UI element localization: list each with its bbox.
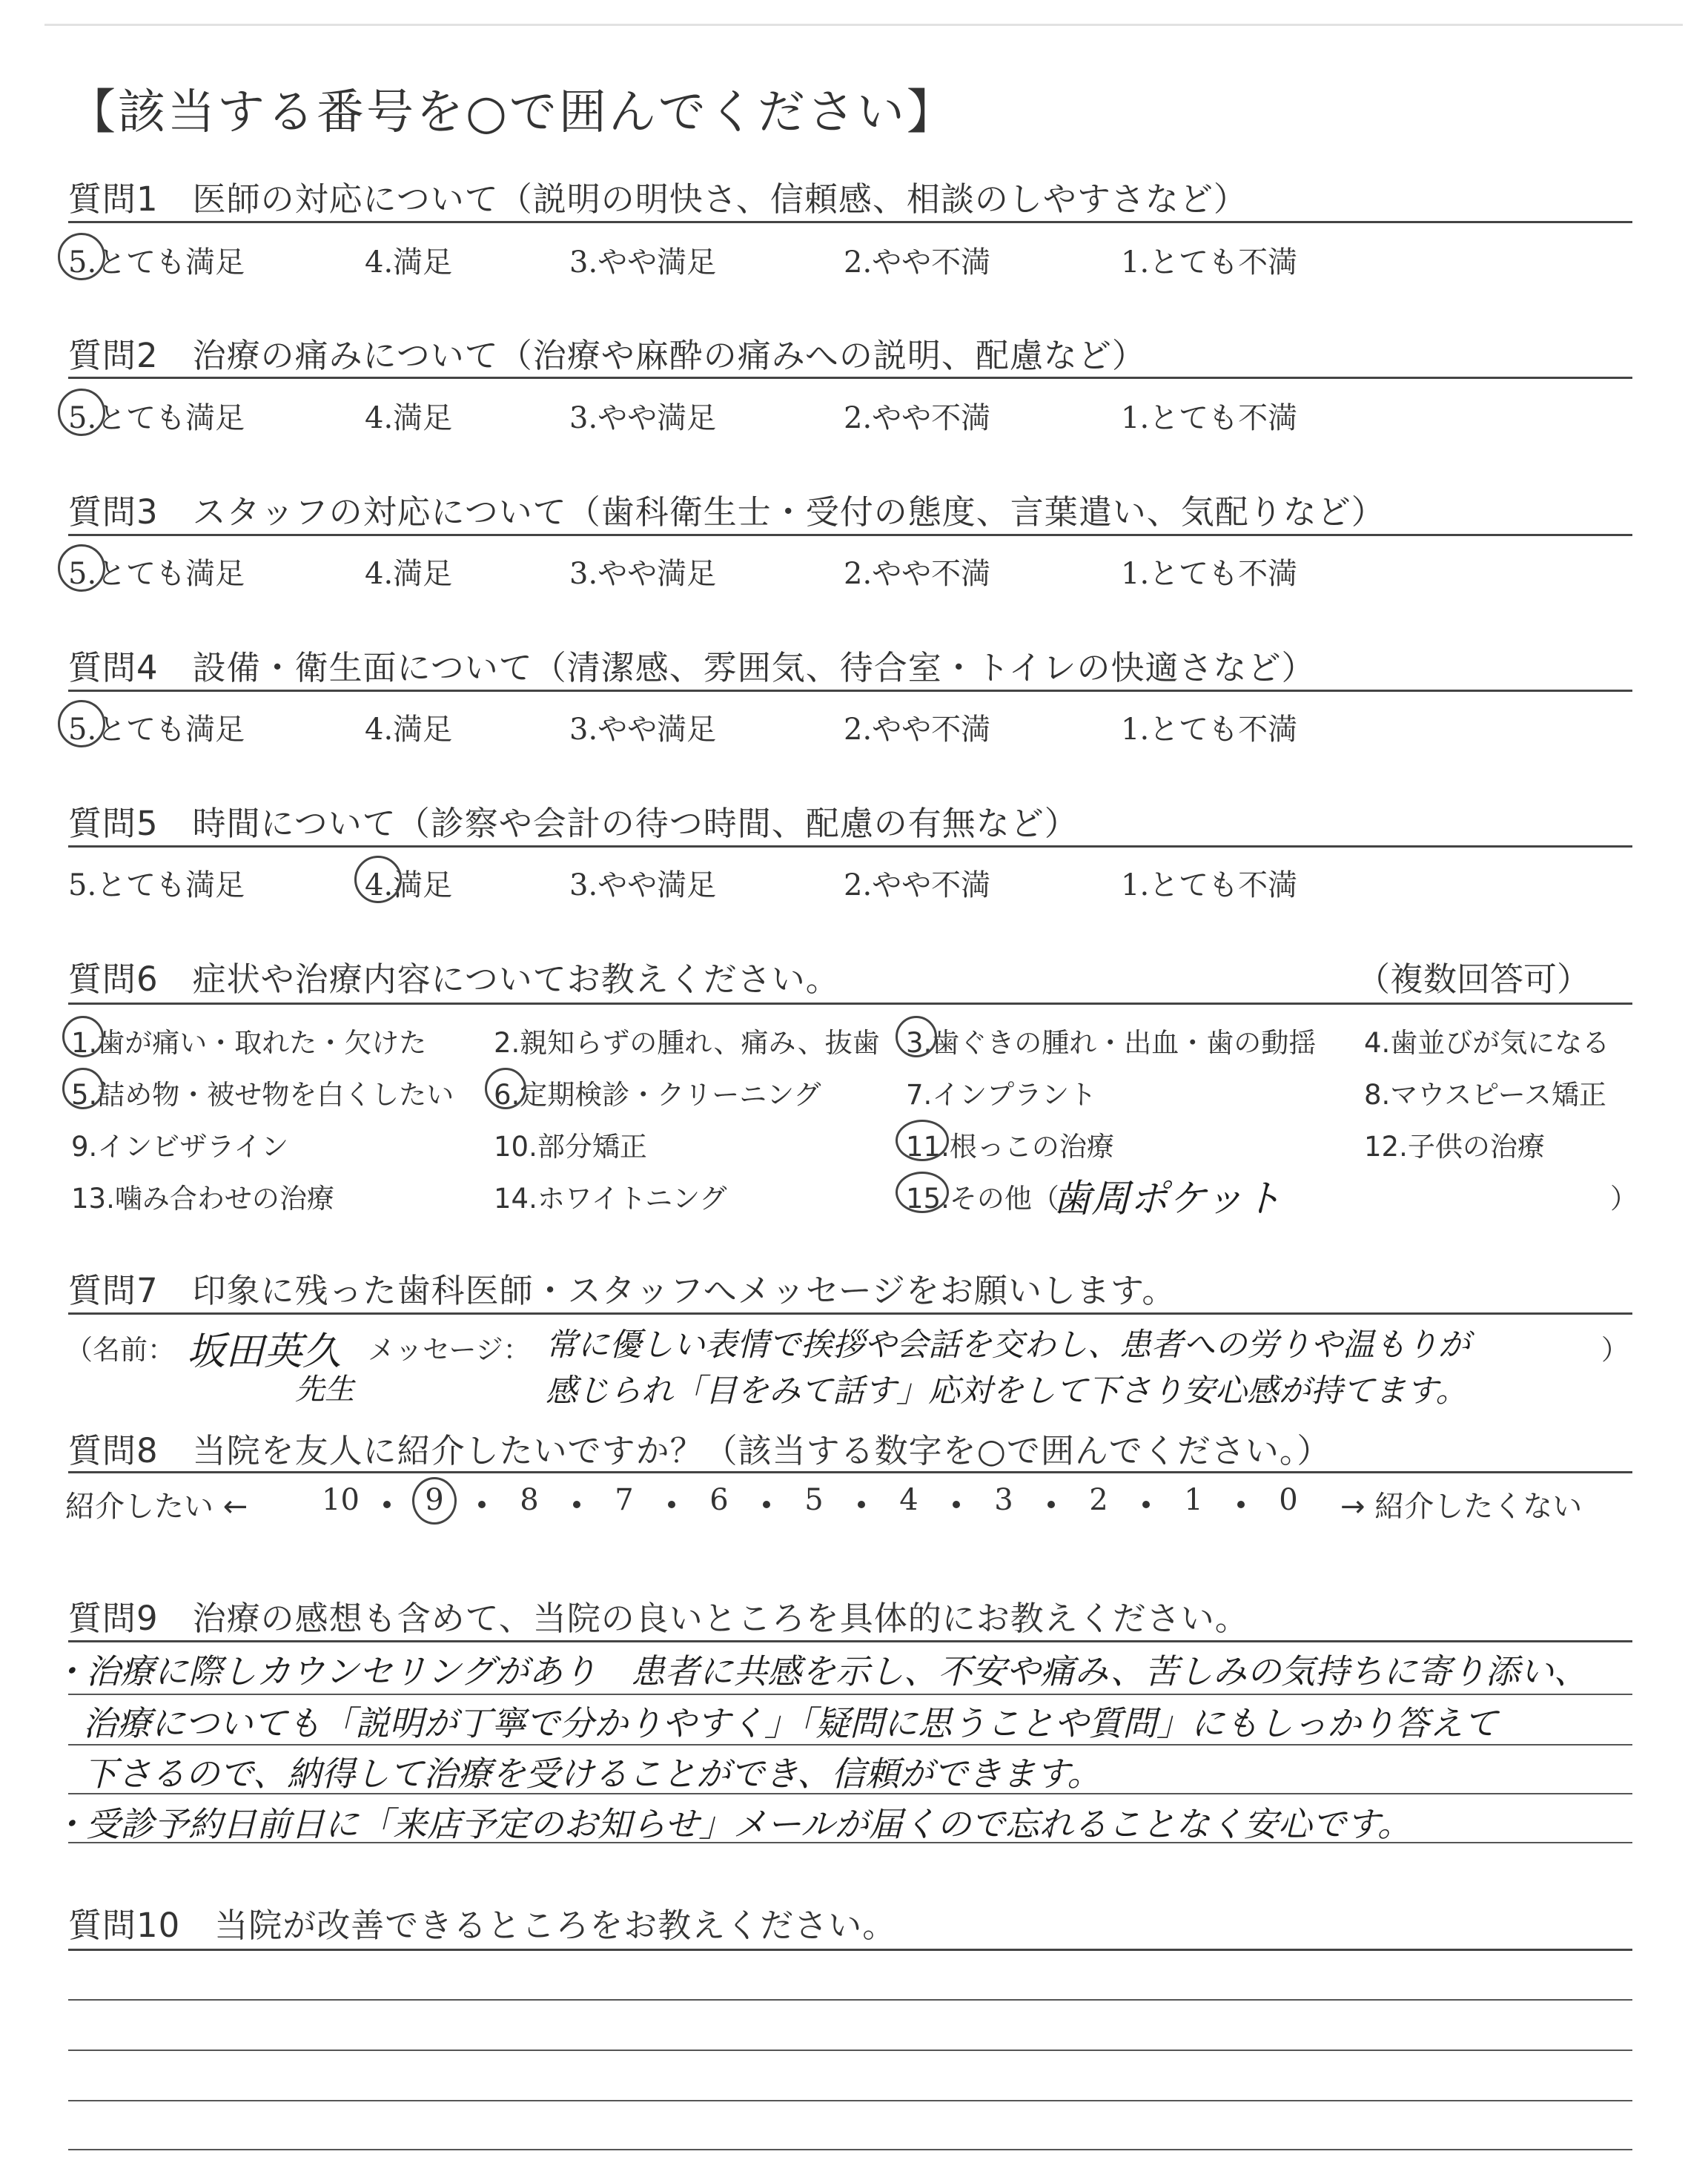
q1-title: 質問1 医師の対応について（説明の明快さ、信頼感、相談のしやすさなど） — [68, 179, 1248, 219]
q6-selected-circle-15 — [896, 1172, 949, 1213]
q1-rule — [68, 221, 1632, 223]
q6-option-14[interactable]: 14.ホワイトニング — [494, 1183, 727, 1215]
q6-multiple-note: （複数回答可） — [1357, 960, 1591, 999]
q10-answer-line-1 — [68, 1999, 1632, 2001]
q4-selected-circle — [58, 700, 105, 747]
q1-option-4[interactable]: 4.満足 — [365, 245, 453, 280]
q5-option-5[interactable]: 5.とても満足 — [68, 868, 245, 902]
q5-option-1[interactable]: 1.とても不満 — [1121, 868, 1298, 902]
q2-option-1[interactable]: 1.とても不満 — [1121, 401, 1298, 435]
q4-rule — [68, 690, 1632, 692]
q6-option-10[interactable]: 10.部分矯正 — [494, 1131, 647, 1163]
q6-selected-circle-11 — [896, 1120, 949, 1161]
q6-option-6[interactable]: 6.定期検診・クリーニング — [494, 1079, 821, 1111]
q2-option-5[interactable]: 5.とても満足 — [68, 401, 245, 435]
q10-answer-line-2 — [68, 2050, 1632, 2051]
q8-scale-separator-dot — [858, 1501, 865, 1508]
q10-answer-line-4 — [68, 2149, 1632, 2150]
q9-rule — [68, 1640, 1632, 1642]
q6-option-4[interactable]: 4.歯並びが気になる — [1364, 1027, 1610, 1059]
q6-other-close-paren: ） — [1610, 1183, 1638, 1215]
q9-line-rule-1 — [68, 1694, 1632, 1695]
q1-option-1[interactable]: 1.とても不満 — [1121, 245, 1298, 280]
q7-rule — [68, 1312, 1632, 1315]
q4-option-5[interactable]: 5.とても満足 — [68, 713, 245, 747]
q8-scale-separator-dot — [573, 1501, 580, 1508]
q5-rule — [68, 845, 1632, 848]
q3-rule — [68, 534, 1632, 536]
q8-scale-10[interactable]: 10 — [322, 1483, 360, 1517]
q6-selected-circle-1 — [62, 1016, 104, 1057]
q3-option-2[interactable]: 2.やや不満 — [844, 557, 991, 591]
q1-option-2[interactable]: 2.やや不満 — [844, 245, 991, 280]
q4-option-2[interactable]: 2.やや不満 — [844, 713, 991, 747]
q2-selected-circle — [58, 389, 105, 436]
q6-option-15[interactable]: 15.その他（ — [906, 1183, 1059, 1215]
instruction-header: 【該当する番号を○で囲んでください】 — [68, 85, 956, 140]
q6-option-3[interactable]: 3.歯ぐきの腫れ・出血・歯の動揺 — [906, 1027, 1317, 1059]
q3-option-4[interactable]: 4.満足 — [365, 557, 453, 591]
q8-scale-separator-dot — [668, 1501, 675, 1508]
q6-option-5[interactable]: 5.詰め物・被せ物を白くしたい — [71, 1079, 454, 1111]
q8-scale-3[interactable]: 3 — [994, 1483, 1013, 1517]
q8-scale-separator-dot — [383, 1501, 391, 1508]
q8-left-label: 紹介したい ← — [65, 1490, 248, 1524]
q8-scale-separator-dot — [478, 1501, 486, 1508]
q8-scale-1[interactable]: 1 — [1184, 1483, 1203, 1517]
q7-name-label: （名前： — [65, 1334, 175, 1366]
q8-scale-6[interactable]: 6 — [709, 1483, 729, 1517]
q8-scale-separator-dot — [763, 1501, 770, 1508]
q6-rule — [68, 1003, 1632, 1005]
q6-selected-circle-6 — [485, 1068, 526, 1109]
q9-handwritten-line-1: ・治療に際しカウンセリングがあり 患者に共感を示し、不安や痛み、苦しみの気持ちに寄り添い、 — [52, 1651, 1588, 1691]
q8-right-label: → 紹介したくない — [1340, 1490, 1583, 1524]
q1-option-3[interactable]: 3.やや満足 — [569, 245, 717, 280]
q8-scale-7[interactable]: 7 — [615, 1483, 634, 1517]
q9-handwritten-line-2: 治療についても「説明が丁寧で分かりやすく」「疑問に思うことや質問」にもしっかり答えて — [83, 1703, 1498, 1743]
q4-title: 質問4 設備・衛生面について（清潔感、雰囲気、待合室・トイレの快適さなど） — [68, 648, 1316, 687]
q7-title: 質問7 印象に残った歯科医師・スタッフへメッセージをお願いします。 — [68, 1271, 1176, 1310]
q8-scale-4[interactable]: 4 — [899, 1483, 918, 1517]
top-edge-rule — [44, 24, 1683, 26]
q2-rule — [68, 377, 1632, 379]
q10-title: 質問10 当院が改善できるところをお教えください。 — [68, 1906, 897, 1945]
q4-option-4[interactable]: 4.満足 — [365, 713, 453, 747]
q6-option-9[interactable]: 9.インビザライン — [71, 1131, 289, 1163]
q7-message-line-1: 常に優しい表情で挨拶や会話を交わし、患者への労りや温もりが — [546, 1327, 1470, 1364]
q8-scale-separator-dot — [953, 1501, 960, 1508]
q6-option-13[interactable]: 13.噛み合わせの治療 — [71, 1183, 334, 1215]
q8-scale-9[interactable]: 9 — [425, 1483, 444, 1517]
q8-selected-circle — [412, 1477, 457, 1525]
q1-option-5[interactable]: 5.とても満足 — [68, 245, 245, 280]
q6-option-8[interactable]: 8.マウスピース矯正 — [1364, 1079, 1606, 1111]
q9-title: 質問9 治療の感想も含めて、当院の良いところを具体的にお教えください。 — [68, 1599, 1249, 1638]
q8-scale-separator-dot — [1237, 1501, 1245, 1508]
q3-option-5[interactable]: 5.とても満足 — [68, 557, 245, 591]
q8-scale-2[interactable]: 2 — [1089, 1483, 1108, 1517]
q5-option-3[interactable]: 3.やや満足 — [569, 868, 717, 902]
q7-name-suffix-handwritten: 先生 — [295, 1373, 354, 1407]
q8-scale-5[interactable]: 5 — [804, 1483, 824, 1517]
q5-option-4[interactable]: 4.満足 — [365, 868, 453, 902]
q6-option-12[interactable]: 12.子供の治療 — [1364, 1131, 1545, 1163]
q8-scale-0[interactable]: 0 — [1279, 1483, 1298, 1517]
q7-close-paren: ） — [1601, 1334, 1629, 1366]
q7-message-line-2: 感じられ「目をみて話す」応対をして下さり安心感が持てます。 — [546, 1373, 1468, 1410]
q8-scale-separator-dot — [1047, 1501, 1055, 1508]
q4-option-1[interactable]: 1.とても不満 — [1121, 713, 1298, 747]
q9-handwritten-line-4: ・受診予約日前日に「来店予定のお知らせ」メールが届くので忘れることなく安心です。 — [52, 1804, 1412, 1844]
q7-message-label: メッセージ： — [368, 1334, 531, 1366]
q9-handwritten-line-3: 下さるので、納得して治療を受けることができ、信頼ができます。 — [83, 1754, 1102, 1794]
q6-option-2[interactable]: 2.親知らずの腫れ、痛み、抜歯 — [494, 1027, 880, 1059]
q3-option-3[interactable]: 3.やや満足 — [569, 557, 717, 591]
q6-option-7[interactable]: 7.インプラント — [906, 1079, 1097, 1111]
q8-rule — [68, 1471, 1632, 1473]
q6-option-1[interactable]: 1.歯が痛い・取れた・欠けた — [71, 1027, 427, 1059]
q8-title: 質問8 当院を友人に紹介したいですか？（該当する数字を○で囲んでください。） — [68, 1431, 1331, 1470]
q10-answer-line-3 — [68, 2100, 1632, 2101]
q2-option-3[interactable]: 3.やや満足 — [569, 401, 717, 435]
q10-rule — [68, 1949, 1632, 1951]
q6-selected-circle-3 — [896, 1016, 937, 1057]
q5-selected-circle — [354, 856, 402, 903]
q6-selected-circle-5 — [62, 1068, 104, 1109]
q3-selected-circle — [58, 544, 105, 592]
q6-other-handwritten: 歯周ポケット — [1053, 1177, 1282, 1221]
q3-title: 質問3 スタッフの対応について（歯科衛生士・受付の態度、言葉遣い、気配りなど） — [68, 492, 1386, 532]
q6-option-11[interactable]: 11.根っこの治療 — [906, 1131, 1114, 1163]
q6-title: 質問6 症状や治療内容についてお教えください。 — [68, 960, 840, 999]
q2-title: 質問2 治療の痛みについて（治療や麻酔の痛みへの説明、配慮など） — [68, 336, 1146, 375]
q4-option-3[interactable]: 3.やや満足 — [569, 713, 717, 747]
q3-option-1[interactable]: 1.とても不満 — [1121, 557, 1298, 591]
q5-option-2[interactable]: 2.やや不満 — [844, 868, 991, 902]
q7-name-handwritten: 坂田英久 — [187, 1330, 342, 1374]
q2-option-4[interactable]: 4.満足 — [365, 401, 453, 435]
q1-selected-circle — [58, 233, 105, 280]
q8-scale-8[interactable]: 8 — [520, 1483, 539, 1517]
q2-option-2[interactable]: 2.やや不満 — [844, 401, 991, 435]
q8-scale-separator-dot — [1142, 1501, 1150, 1508]
q5-title: 質問5 時間について（診察や会計の待つ時間、配慮の有無など） — [68, 804, 1079, 843]
